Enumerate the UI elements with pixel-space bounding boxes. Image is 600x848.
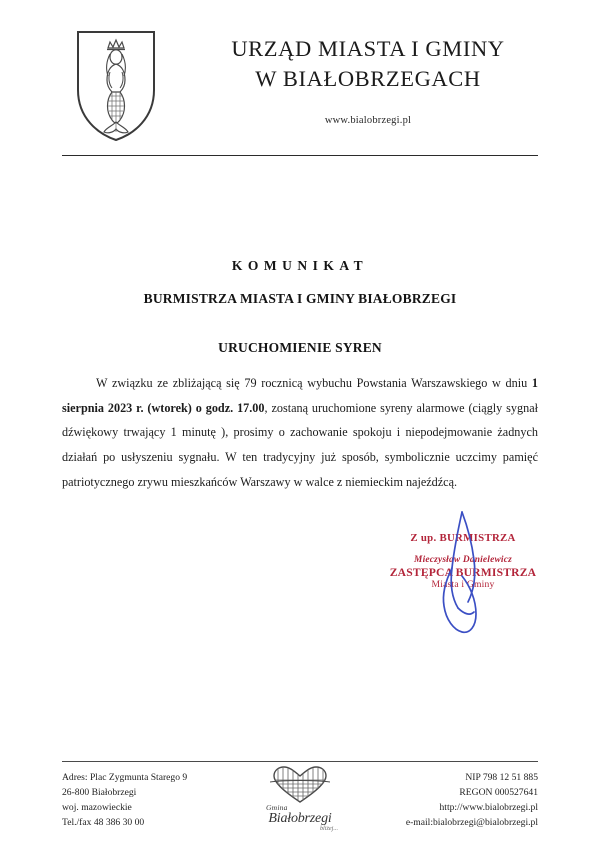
organization-title-line2: W BIAŁOBRZEGACH	[255, 65, 481, 91]
gmina-logo	[248, 766, 352, 834]
footer-address-line1: Adres: Plac Zygmunta Starego 9	[62, 772, 188, 783]
signature-block	[368, 512, 558, 642]
document-header	[0, 18, 600, 148]
stamp-signer-name: Mieczysław Danielewicz	[414, 555, 512, 565]
footer-address-line2: 26-800 Białobrzegi	[62, 787, 137, 799]
footer-address-block	[62, 770, 187, 831]
footer-phone: Tel./fax 48 386 30 00	[62, 817, 145, 829]
footer-website[interactable]: http://www.bialobrzegi.pl	[439, 802, 538, 814]
stamp-signer-scope: Miasta i Gminy	[431, 579, 495, 590]
organization-title	[178, 34, 558, 93]
header-divider	[62, 155, 538, 156]
body-text-part1: W związku ze zbliżającą się 79 rocznicą wybuchu Powstania Warszawskiego w dniu	[96, 376, 532, 390]
body-text-highlight: 1 sierpnia 2023 r. (wtorek) o godz. 17.00	[62, 376, 538, 415]
footer-regon: REGON 000527641	[459, 787, 538, 799]
logo-tagline: bliżej...	[319, 825, 338, 833]
footer-divider	[62, 761, 538, 762]
body-text-part2: , zostaną uruchomione syreny alarmowe (ciągly sygnał dźwiękowy trwający 1 minutę ), prosimy o zachowanie spokoju i niepodejmowanie żadnych działań po usłyszeniu sygnału. W ten tradycyjny już sposób, symbolicznie uczcimy pamięć patriotycznego zrywu mieszkańców Warszawy w walce z niemieckim najeźdźcą.	[62, 400, 538, 489]
mermaid-shield-coat-of-arms-icon	[72, 26, 160, 144]
document-footer	[0, 766, 600, 838]
footer-nip: NIP 798 12 51 885	[465, 772, 538, 783]
stamp-on-behalf: Z up. BURMISTRZA	[410, 532, 516, 544]
subject-title: URUCHOMIENIE SYREN	[218, 340, 382, 355]
announcement-titles	[0, 258, 600, 356]
footer-email[interactable]: e-mail:bialobrzegi@bialobrzegi.pl	[405, 817, 538, 829]
logo-gmina-label: Gmina	[266, 803, 288, 812]
logo-city-name: Białobrzegi	[268, 810, 332, 826]
organization-heading	[178, 34, 558, 126]
footer-contact-block	[406, 770, 538, 831]
stamp-signer-role: ZASTĘPCA BURMISTRZA	[389, 566, 537, 579]
announcement-body	[62, 371, 538, 494]
issuer-title: BURMISTRZA MIASTA I GMINY BIAŁOBRZEGI	[143, 291, 457, 306]
page-title: KOMUNIKAT	[231, 258, 369, 273]
organization-title-line1: URZĄD MIASTA I GMINY	[231, 36, 505, 61]
official-stamp	[368, 512, 558, 590]
website-url[interactable]: www.bialobrzegi.pl	[324, 115, 412, 127]
body-paragraph	[62, 371, 538, 494]
heart-logo-icon	[248, 766, 352, 804]
footer-address-line3: woj. mazowieckie	[62, 802, 132, 814]
